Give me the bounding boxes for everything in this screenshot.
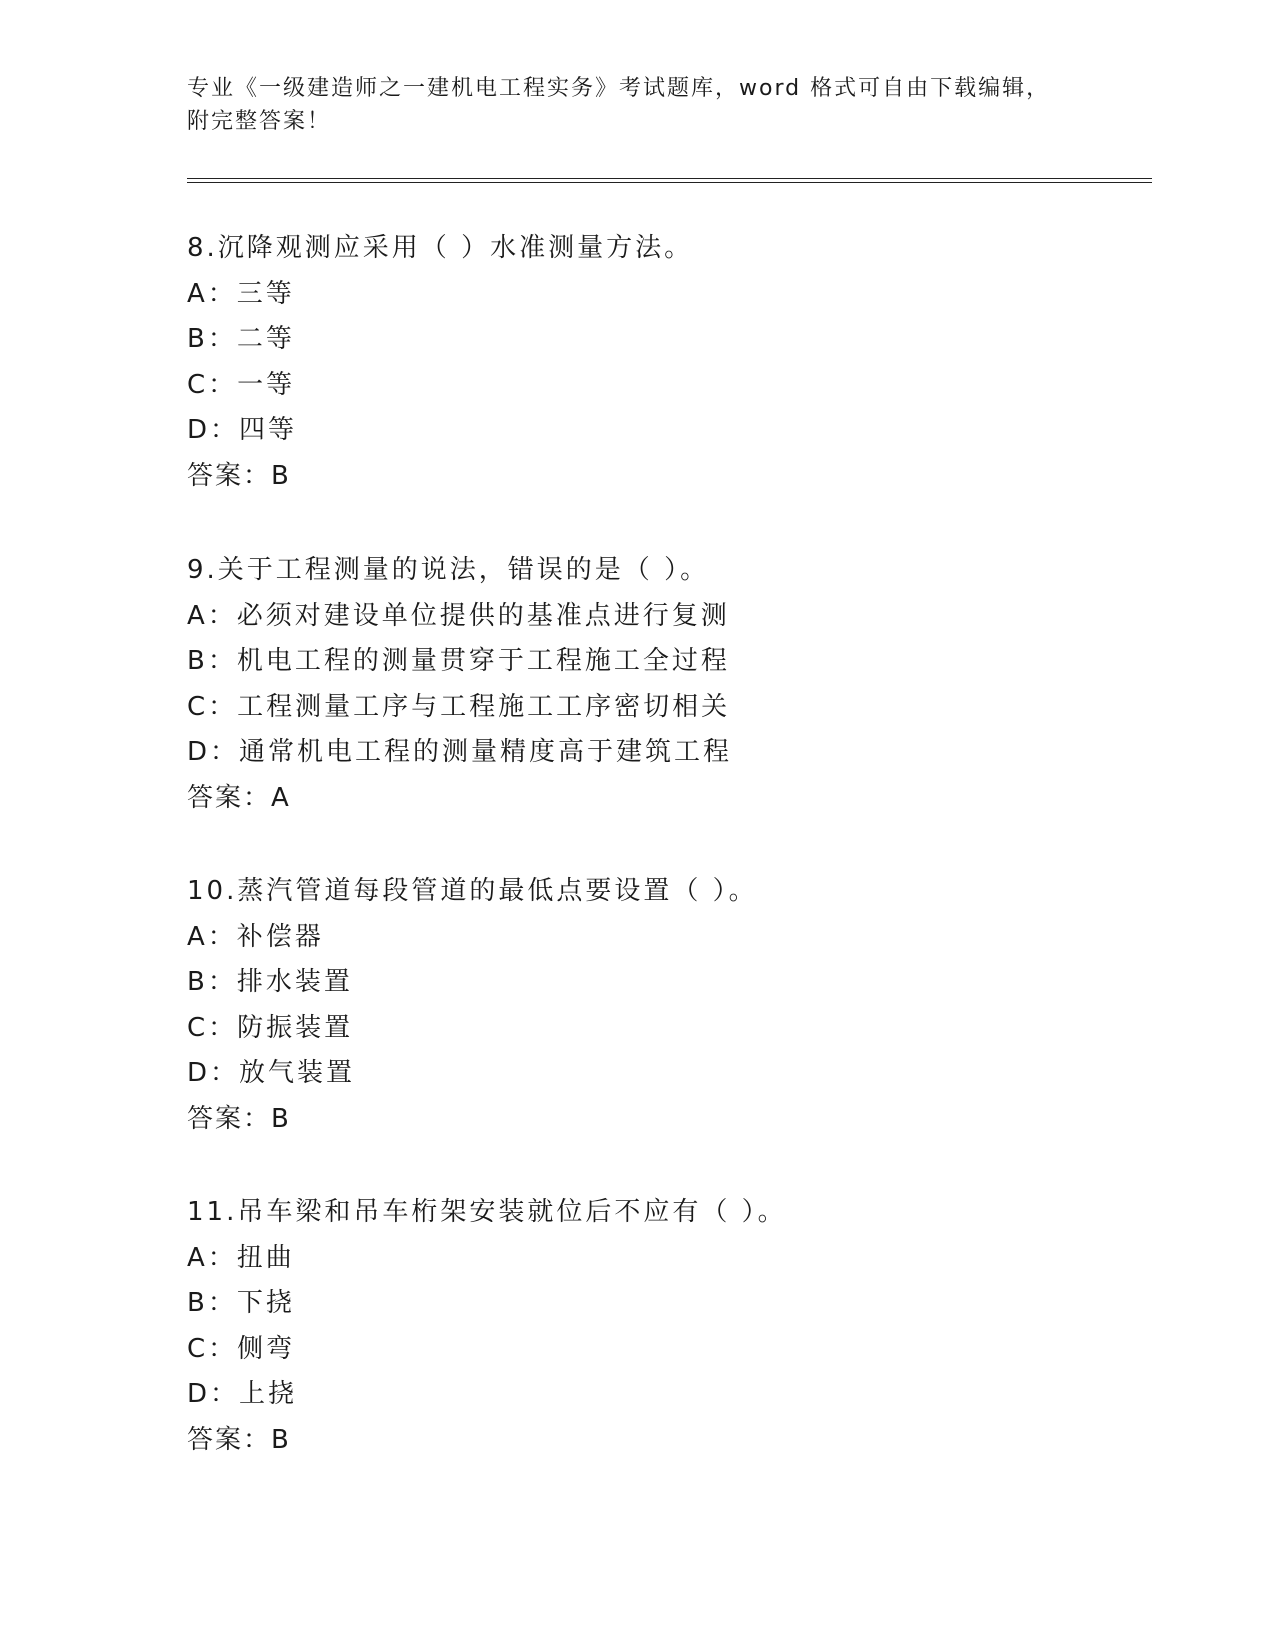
option-text: 补偿器 <box>236 921 324 952</box>
option-c <box>187 1327 1087 1373</box>
answer-label: 答案： <box>187 460 272 491</box>
answer-value: B <box>271 1103 289 1134</box>
answer-label: 答案： <box>187 782 272 813</box>
option-text: 三等 <box>236 278 295 309</box>
option-text: 侧弯 <box>237 1333 296 1364</box>
answer-line <box>187 1097 1087 1143</box>
option-c <box>187 363 1087 409</box>
option-text: 扭曲 <box>236 1242 295 1273</box>
option-label: C： <box>187 1333 238 1364</box>
option-label: C： <box>187 1012 238 1043</box>
answer-value: B <box>271 1424 289 1455</box>
option-b <box>187 317 1087 363</box>
option-label: D： <box>187 1379 240 1409</box>
option-label: C： <box>187 369 238 400</box>
option-a <box>187 272 1087 318</box>
option-label: B： <box>187 646 237 676</box>
option-text: 放气装置 <box>239 1058 356 1088</box>
option-label: A： <box>187 600 237 631</box>
option-label: D： <box>187 1058 240 1088</box>
question-block <box>187 1190 1087 1463</box>
option-text: 二等 <box>236 324 295 354</box>
option-text: 机电工程的测量贯穿于工程施工全过程 <box>236 646 730 676</box>
option-a <box>187 915 1087 961</box>
answer-line <box>187 1418 1087 1464</box>
option-c <box>187 685 1087 731</box>
answer-line <box>187 454 1087 500</box>
option-text: 防振装置 <box>237 1012 354 1043</box>
option-label: B： <box>187 967 237 997</box>
option-label: A： <box>187 1242 237 1273</box>
option-d <box>187 1372 1087 1418</box>
question-stem: 10.蒸汽管道每段管道的最低点要设置（ ）。 <box>187 876 758 906</box>
option-text: 排水装置 <box>236 967 353 997</box>
question-block <box>187 226 1087 499</box>
option-text: 通常机电工程的测量精度高于建筑工程 <box>239 737 733 767</box>
question-stem: 11.吊车梁和吊车桁架安装就位后不应有（ ）。 <box>187 1197 787 1227</box>
header-divider-top <box>187 178 1152 179</box>
option-d <box>187 730 1087 776</box>
answer-label: 答案： <box>187 1424 272 1455</box>
option-a <box>187 594 1087 640</box>
answer-value: B <box>271 460 289 491</box>
answer-value: A <box>271 782 289 813</box>
header-divider-bottom <box>187 182 1152 183</box>
option-text: 工程测量工序与工程施工工序密切相关 <box>237 691 731 722</box>
option-text: 下挠 <box>236 1288 295 1318</box>
header-line-2: 附完整答案！ <box>187 109 332 134</box>
option-label: A： <box>187 921 237 952</box>
answer-label: 答案： <box>187 1103 272 1134</box>
option-b <box>187 960 1087 1006</box>
option-label: D： <box>187 415 240 445</box>
option-text: 一等 <box>237 369 296 400</box>
header-line-1: 专业《一级建造师之一建机电工程实务》考试题库，word 格式可自由下载编辑， <box>187 76 1051 101</box>
option-b <box>187 639 1087 685</box>
option-label: A： <box>187 278 237 309</box>
option-d <box>187 408 1087 454</box>
option-b <box>187 1281 1087 1327</box>
question-stem: 8.沉降观测应采用（ ）水准测量方法。 <box>187 233 694 263</box>
option-label: B： <box>187 1288 237 1318</box>
option-text: 上挠 <box>239 1379 298 1409</box>
option-text: 必须对建设单位提供的基准点进行复测 <box>236 600 730 631</box>
answer-line <box>187 776 1087 822</box>
question-stem: 9.关于工程测量的说法，错误的是（ ）。 <box>187 555 710 585</box>
question-block <box>187 869 1087 1142</box>
option-label: B： <box>187 324 237 354</box>
question-block <box>187 548 1087 821</box>
option-label: C： <box>187 691 238 722</box>
option-text: 四等 <box>239 415 298 445</box>
option-c <box>187 1006 1087 1052</box>
option-a <box>187 1236 1087 1282</box>
option-label: D： <box>187 737 240 767</box>
document-header <box>187 72 1087 138</box>
option-d <box>187 1051 1087 1097</box>
